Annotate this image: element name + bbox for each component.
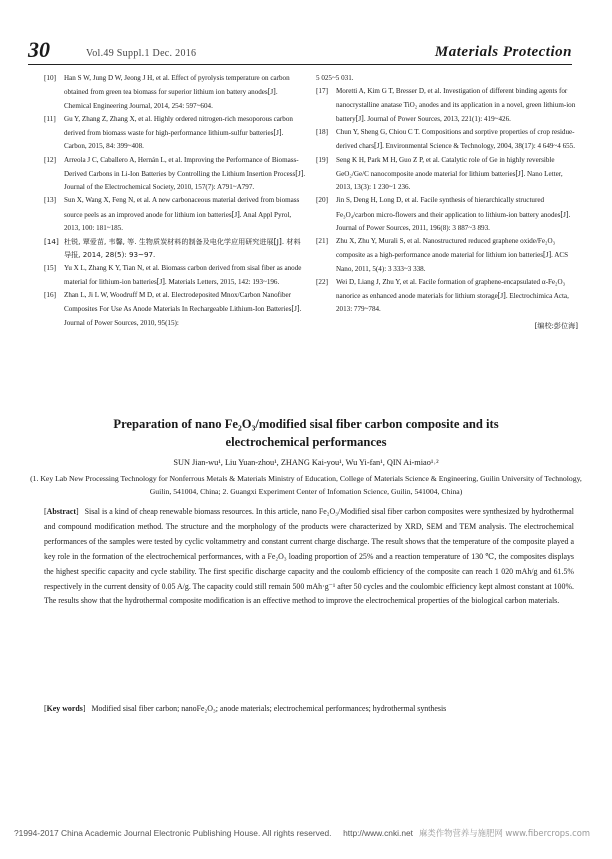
reference-entry: [ 19 ] Seng K H, Park M H, Guo Z P, et al. Catalytic role of Ge in highly reversible GeO₂/Ge/C nanocomposite anode material for lithium batteries[ J ] . Nano Letter, 2013, 13(3): 1 230~1 236. xyxy=(316,154,578,195)
references-right-column xyxy=(316,72,578,339)
reference-entry: [ 12 ] Arreola J C, Caballero A, Hernán L, et al. Improving the Performance of Biomass-Derived Carbons in Li-Ion Batteries by Controlling the Lithium Insertion Process[ J ] . Journal of the Electrochemical Society, 2010, 157(7): A791~A797. xyxy=(44,154,306,195)
page-number: 30 xyxy=(28,37,50,62)
article-title: Preparation of nano Fe₂O₃/modified sisal fiber carbon composite and its electrochemical performances xyxy=(113,417,499,449)
reference-continuation: 5 025~5 031. xyxy=(316,74,354,82)
reference-entry: [ 20 ] Jin S, Deng H, Long D, et al. Facile synthesis of hierarchically structured Fe₃O₄/carbon micro-flowers and their application to lithium-ion battery anodes[ J ] . Journal of Power Sources, 2011, 196(8): 3 887~3 893. xyxy=(316,194,578,235)
reference-entry: [ 18 ] Chun Y, Sheng G, Chiou C T. Compositions and sorptive properties of crop residue-derived chars[ J ] . Environmental Science & Technology, 2004, 38(17): 4 649~4 655. xyxy=(316,126,578,154)
copyright-notice: ?1994-2017 China Academic Journal Electronic Publishing House. All rights reserved. xyxy=(14,828,332,838)
reference-entry: [ 13 ] Sun X, Wang X, Feng N, et al. A new carbonaceous material derived from biomass source peels as an improved anode for lithium ion batteries[ J ] . Anal Appl Pyrol, 2013, 100: 181~185. xyxy=(44,194,306,235)
keywords-label: [ Key words ] xyxy=(44,704,85,713)
volume-info: Vol.49 Suppl.1 Dec. 2016 xyxy=(86,48,197,59)
abstract-text: Sisal is a kind of cheap renewable biomass resources. In this article, nano Fe₂O₃/Modified sisal fiber carbon composites were synthesized by hydrothermal and compound modification method. The structure and the morphology of the products were characterized by XRD, SEM and TEM analysis. The electrochemical performances of the samples were tested by cyclic voltammetry and constant current charge discharge. The result shows that the temperature of the composite played a key role in the formation of the electrochemical performances, with a Fe₂O₃ loading proportion of 25% and a reaction temperature of 130 ℃, the composites displays the highest specific capacity and cycle stability. The first specific discharge capacity and the coulomb efficiency of the composite can reach 1 020 mAh/g and 61.5% respectively in the current density of 0.05 A/g. The capacity could still remain 500 mAh·g⁻¹ after 50 cycles and the coulombic efficiency kept almost constant at 100%. The results show that the hydrothermal composite modification is an effective method to improve the electrochemical properties of the biological carbon materials. xyxy=(44,507,574,606)
author-list: SUN Jian-wu¹, Liu Yuan-zhou¹, ZHANG Kai-you¹, Wu Yi-fan¹, QIN Ai-miao¹˒² xyxy=(173,458,439,467)
abstract-block xyxy=(44,505,574,609)
watermark-text: 麻类作物营养与施肥网 www.fibercrops.com xyxy=(418,828,591,838)
page-footer xyxy=(14,827,610,839)
affiliation: (1. Key Lab New Processing Technology for Nonferrous Metals & Materials Ministry of Education, College of Materials Science & Engineering, Guilin University of Technology, Guilin, 541004, China; 2. Guangxi Experiment Center of Infomation Science, Guilin, 541004, China) xyxy=(30,474,582,496)
footer-url[interactable]: http://www.cnki.net xyxy=(343,828,413,838)
reference-entry: [ 14 ] 杜锐, 覃爱苗, 韦馨, 等. 生物质炭材料的制备及电化学应用研究进展[ J ] . 材料导报, 2014, 28(5): 93~97. xyxy=(44,235,306,262)
journal-name: Materials Protection xyxy=(434,44,572,60)
references-left-column xyxy=(44,72,306,330)
reference-entry: [ 15 ] Yu X L, Zhang K Y, Tian N, et al. Biomass carbon derived from sisal fiber as anode material for lithium-ion batteries[ J ] . Materials Letters, 2015, 142: 193~196. xyxy=(44,262,306,290)
reference-entry: [ 22 ] Wei D, Liang J, Zhu Y, et al. Facile formation of graphene-encapsulated α-Fe₂O₃ nanorice as enhanced anode materials for lithium storage[ J ] . Electrochimica Acta, 2013: 779~784. xyxy=(316,276,578,317)
reference-entry: [ 21 ] Zhu X, Zhu Y, Murali S, et al. Nanostructured reduced graphene oxide/Fe₂O₃ composite as a high-performance anode material for lithium ion batteries[ J ] . ACS Nano, 2011, 5(4): 3 333~3 338. xyxy=(316,235,578,276)
reference-entry: [ 10 ] Han S W, Jung D W, Jeong J H, et al. Effect of pyrolysis temperature on carbon obtained from green tea biomass for superior lithium ion battery anodes[ J ] . Chemical Engineering Journal, 2014, 254: 597~604. xyxy=(44,72,306,113)
keywords-block xyxy=(44,704,574,713)
reference-entry: [ 17 ] Moretti A, Kim G T, Bresser D, et al. Investigation of different binding agents for nanocrystalline anatase TiO₂ anodes and its application in a novel, green lithium-ion battery[ J ] . Journal of Power Sources, 2013, 221(1): 419~426. xyxy=(316,85,578,126)
abstract-label: [ Abstract ] xyxy=(44,507,79,516)
reference-entry: [ 16 ] Zhan L, Ji L W, Woodruff M D, et al. Electrodeposited Mnox/Carbon Nanofiber Composites For Use As Anode Materials In Rechargeable Lithium-Ion Batteries[ J ] . Journal of Power Sources, 2010, 95(15): xyxy=(44,289,306,330)
reference-entry: [ 11 ] Gu Y, Zhang Z, Zhang X, et al. Highly ordered nitrogen-rich mesoporous carbon derived from biomass waste for high-performance lithium-sulfur batteries[ J ] . Carbon, 2015, 84: 399~408. xyxy=(44,113,306,154)
editor-note: [ 编校:彭位海 ] xyxy=(316,319,578,332)
keywords-text: Modified sisal fiber carbon; nanoFe₂O₃; anode materials; electrochemical performances; hydrothermal synthesis xyxy=(91,704,447,713)
running-header xyxy=(28,38,572,65)
